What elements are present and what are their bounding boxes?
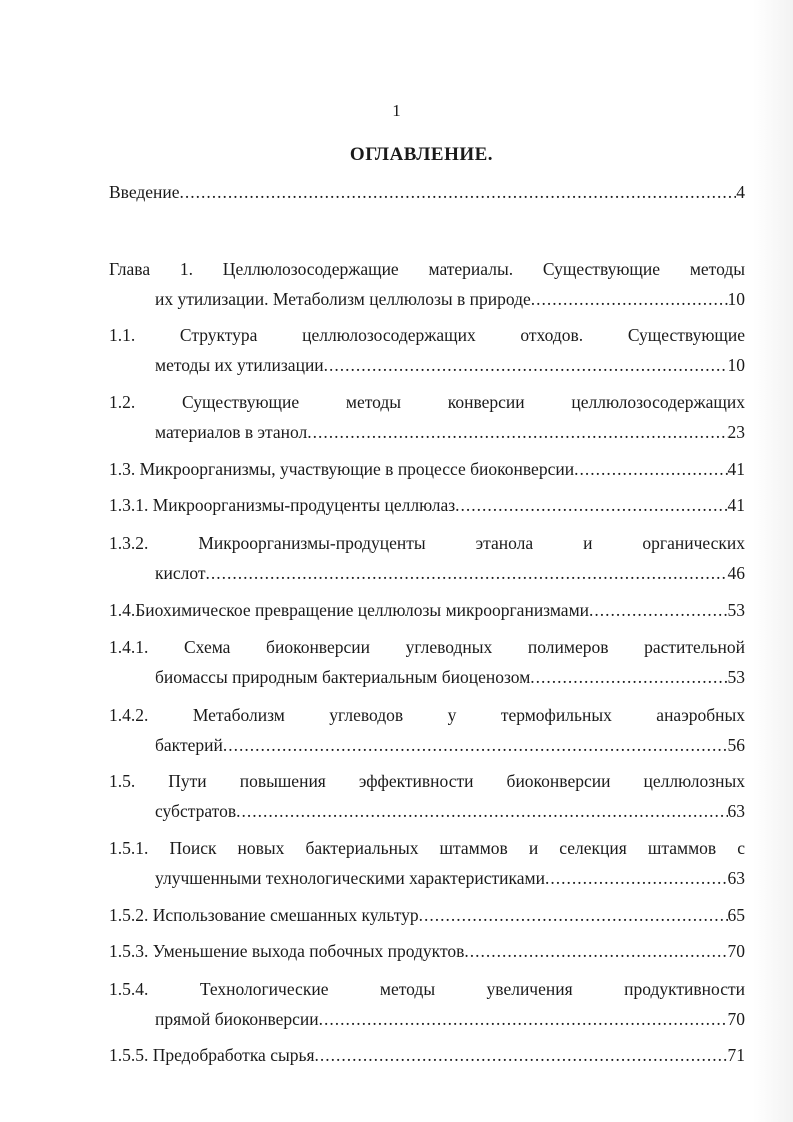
- toc-line: [109, 454, 745, 484]
- toc-line: [109, 900, 745, 930]
- toc-line: [109, 350, 745, 380]
- toc-entry-text: их утилизации. Метаболизм целлюлозы в природе: [155, 289, 531, 309]
- toc-entry-text: Введение: [109, 182, 180, 202]
- toc-leader-dots: [545, 863, 728, 893]
- toc-entry-text: 1.3. Микроорганизмы, участвующие в процессе биоконверсии: [109, 459, 575, 479]
- toc-entry-text: материалов в этанол: [155, 422, 308, 442]
- toc-entry-1-4-2: [109, 700, 745, 760]
- toc-entry-text: 1.5.2. Использование смешанных культур: [109, 905, 419, 925]
- toc-entry-chapter-1: [109, 254, 745, 314]
- toc-page-number: 71: [727, 1045, 745, 1065]
- toc-line: 1.4.2. Метаболизм углеводов у термофильных анаэробных: [109, 705, 745, 725]
- toc-leader-dots: [319, 1004, 728, 1034]
- toc-entry-text: кислот: [155, 563, 206, 583]
- toc-page-number: 65: [727, 905, 745, 925]
- toc-line: [109, 558, 745, 588]
- toc-page-number: 70: [727, 941, 745, 961]
- page-title: ОГЛАВЛЕНИЕ.: [349, 144, 494, 165]
- toc-page-number: 56: [727, 735, 745, 755]
- toc-page-number: 10: [727, 289, 745, 309]
- toc-leader-dots: [180, 177, 737, 207]
- toc-leader-dots: [531, 284, 728, 314]
- toc-line: 1.5. Пути повышения эффективности биоконверсии целлюлозных: [109, 771, 745, 791]
- toc-line: [109, 662, 745, 692]
- toc-page-number: 46: [727, 563, 745, 583]
- toc-line: 1.3.2. Микроорганизмы-продуценты этанола и органических: [109, 533, 745, 553]
- toc-line: [109, 730, 745, 760]
- scan-edge-shadow: [753, 0, 793, 1122]
- page-number: 1: [392, 101, 401, 120]
- toc-entry-1-4-1: [109, 632, 745, 692]
- toc-page-number: 41: [727, 495, 745, 515]
- toc-entry-text: субстратов: [155, 801, 237, 821]
- toc-page-number: 41: [727, 459, 745, 479]
- toc-line: Глава 1. Целлюлозосодержащие материалы. Существующие методы: [109, 259, 745, 279]
- toc-entry-1-5-4: [109, 974, 745, 1034]
- toc-leader-dots: [307, 417, 727, 447]
- toc-entry-1-5-1: [109, 833, 745, 893]
- toc-leader-dots: [574, 454, 727, 484]
- toc-leader-dots: [455, 490, 727, 520]
- toc-page-number: 63: [727, 801, 745, 821]
- toc-line: [109, 490, 745, 520]
- toc-entry-text: 1.5.5. Предобработка сырья: [109, 1045, 315, 1065]
- toc-line: [109, 1004, 745, 1034]
- toc-line: [109, 863, 745, 893]
- toc-leader-dots: [589, 595, 727, 625]
- toc-line: [109, 1040, 745, 1070]
- toc-entry-text: прямой биоконверсии: [155, 1009, 319, 1029]
- toc-page-number: 63: [727, 868, 745, 888]
- toc-entry-text: 1.5.3. Уменьшение выхода побочных продуктов: [109, 941, 465, 961]
- toc-line: [109, 284, 745, 314]
- toc-entry-1-2: [109, 387, 745, 447]
- toc-page-number: 23: [727, 422, 745, 442]
- toc-leader-dots: [464, 936, 727, 966]
- toc-entry-1-3: [109, 454, 745, 484]
- toc-line: [109, 595, 745, 625]
- toc-entry-1-3-2: [109, 528, 745, 588]
- toc-page-number: 70: [727, 1009, 745, 1029]
- toc-page-number: 53: [727, 600, 745, 620]
- toc-page-number: 10: [727, 355, 745, 375]
- toc-entry-1-4: [109, 595, 745, 625]
- toc-entry-1-5-3: [109, 936, 745, 966]
- toc-entry-1-5: [109, 766, 745, 826]
- toc-leader-dots: [206, 558, 728, 588]
- toc-entry-1-3-1: [109, 490, 745, 520]
- toc-leader-dots: [419, 900, 728, 930]
- toc-page-number: 4: [736, 182, 745, 202]
- toc-leader-dots: [530, 662, 727, 692]
- toc-line: 1.1. Структура целлюлозосодержащих отходов. Существующие: [109, 325, 745, 345]
- toc-leader-dots: [236, 796, 727, 826]
- toc-page-number: 53: [727, 667, 745, 687]
- toc-leader-dots: [315, 1040, 728, 1070]
- toc-line: 1.2. Существующие методы конверсии целлюлозосодержащих: [109, 392, 745, 412]
- toc-entry-1-5-5: [109, 1040, 745, 1070]
- toc-entry-text: улучшенными технологическими характеристиками: [155, 868, 545, 888]
- toc-entry-text: бактерий: [155, 735, 223, 755]
- toc-line: [109, 936, 745, 966]
- toc-line: 1.5.1. Поиск новых бактериальных штаммов и селекция штаммов с: [109, 838, 745, 858]
- toc-leader-dots: [223, 730, 728, 760]
- toc-line: [109, 417, 745, 447]
- toc-entry-text: биомассы природным бактериальным биоценозом: [155, 667, 531, 687]
- toc-entry-text: 1.4.Биохимическое превращение целлюлозы микроорганизмами: [109, 600, 590, 620]
- toc-line: 1.5.4. Технологические методы увеличения продуктивности: [109, 979, 745, 999]
- toc-leader-dots: [324, 350, 728, 380]
- toc-line: [109, 177, 745, 207]
- toc-entry-1-5-2: [109, 900, 745, 930]
- toc-entry-text: методы их утилизации: [155, 355, 324, 375]
- toc-line: 1.4.1. Схема биоконверсии углеводных полимеров растительной: [109, 637, 745, 657]
- toc-line: [109, 796, 745, 826]
- toc-entry-text: 1.3.1. Микроорганизмы-продуценты целлюлаз: [109, 495, 456, 515]
- toc-entry-introduction: [109, 177, 745, 207]
- toc-entry-1-1: [109, 320, 745, 380]
